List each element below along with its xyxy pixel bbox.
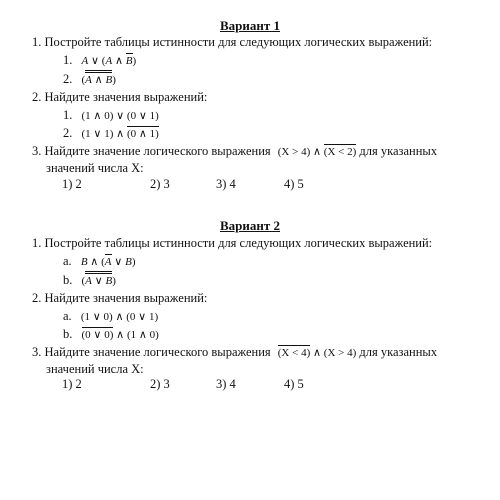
v2-task2-item1: [63, 309, 158, 324]
v2-task1: [32, 236, 432, 250]
v2-task1-item2-var-b: B: [105, 275, 113, 287]
v2-task2-item2: [63, 327, 159, 342]
v1-task3-number: 3.: [32, 144, 42, 158]
v1-task2-item1-marker: 1.: [63, 108, 73, 122]
v2-task2-item1-expr: (1 ∨ 0) ∧ (0 ∨ 1): [80, 311, 159, 323]
v2-task1-item1-var-b2: B: [125, 256, 132, 268]
v1-task2: [32, 90, 207, 104]
v2-task3-number: 3.: [32, 345, 42, 359]
v1-task1-item1-paren-close: ): [132, 55, 137, 67]
v2-answer-3: 3) 4: [216, 377, 236, 391]
v1-task1-item1-marker: 1.: [63, 53, 73, 67]
v2-task2-item1-marker: a.: [63, 309, 72, 323]
v2-task1-item2-marker: b.: [63, 273, 73, 287]
v1-task3-line2: значений числа X:: [46, 161, 144, 175]
v2-task2: [32, 291, 207, 305]
v2-task1-item2-paren-open: (: [81, 275, 86, 287]
v1-task2-item2-expr-left: (1 ∨ 1) ∧: [81, 128, 125, 140]
v1-task1-item1-op-or: ∨: [90, 55, 100, 67]
v2-task1-item2-var-a-negated: A: [85, 275, 92, 287]
v2-task1-item1-op-or: ∨: [114, 256, 123, 268]
v2-task3: [32, 345, 437, 360]
v2-answer-2: 2) 3: [150, 377, 170, 391]
v1-task3-text-before: Найдите значение логического выражения: [44, 144, 271, 158]
v1-task3-expr-left: (X > 4) ∧: [277, 146, 322, 158]
v2-task1-item2: [63, 273, 116, 288]
v1-task1-item1-paren-open: (: [101, 55, 106, 67]
v1-task2-item2-expr-right-negated: (0 ∧ 1): [126, 128, 159, 140]
v2-task1-item2-negated-group: [85, 274, 112, 288]
v2-task2-text: Найдите значения выражений:: [44, 291, 208, 305]
v1-task1-item1-var-b-negated: B: [125, 55, 133, 67]
v1-task1-item2-var-a-negated: A: [85, 74, 92, 86]
v1-task2-item2: [63, 126, 159, 141]
variant-2-title: Вариант 2: [219, 218, 281, 233]
v1-task1-number: 1.: [32, 35, 42, 49]
v2-task1-number: 1.: [32, 236, 42, 250]
v2-answer-1: 1) 2: [62, 377, 82, 391]
v1-answer-2: 2) 3: [150, 177, 170, 191]
v2-task1-item1-marker: a.: [63, 254, 72, 268]
v2-task1-item1: [63, 254, 135, 269]
v2-task3-line2: значений числа X:: [46, 362, 144, 376]
v1-task1-item2-negated-group: [85, 73, 112, 87]
v1-task2-item1: [63, 108, 159, 123]
v1-task1-item1-op-and: ∧: [114, 55, 124, 67]
v1-task1-text: Постройте таблицы истинности для следующих логических выражений:: [44, 35, 433, 49]
v1-task1-item1-var-a2: A: [105, 55, 113, 67]
v1-task2-number: 2.: [32, 90, 42, 104]
v2-task1-item1-op-and: ∧: [90, 256, 99, 268]
v1-task1-item2-marker: 2.: [63, 72, 73, 86]
v1-task1: [32, 35, 432, 49]
v2-task1-item2-paren-close: ): [112, 275, 116, 287]
v1-task1-item2-paren-close: ): [112, 74, 116, 86]
v2-task1-item1-var-a-negated: A: [104, 256, 112, 268]
v1-task1-item2-op-and: ∧: [94, 74, 103, 86]
v2-task3-expr-left-negated: (X < 4): [277, 347, 311, 359]
v2-task3-text-before: Найдите значение логического выражения: [44, 345, 271, 359]
v1-task1-item2: [63, 72, 116, 87]
v2-task3-expr-right: ∧ (X > 4): [313, 347, 357, 359]
v2-task1-item1-paren-open: (: [101, 256, 105, 268]
v2-task1-item1-var-b: B: [80, 256, 88, 268]
v1-task2-text: Найдите значения выражений:: [44, 90, 208, 104]
v2-task2-item2-marker: b.: [63, 327, 73, 341]
v1-task1-item2-var-b-negated: B: [105, 74, 113, 86]
v1-answer-4: 4) 5: [284, 177, 304, 191]
v1-task1-item1-var-a: A: [81, 55, 89, 67]
v1-task3: [32, 144, 437, 159]
v1-task2-item2-marker: 2.: [63, 126, 73, 140]
v2-task1-item2-op-or: ∨: [94, 275, 103, 287]
v2-task1-item1-paren-close: ): [131, 256, 136, 268]
v1-task1-item1: [63, 53, 136, 68]
v1-task2-item1-expr: (1 ∧ 0) ∨ (0 ∨ 1): [81, 110, 159, 122]
v2-task2-item2-expr-left-negated: (0 ∨ 0): [81, 329, 114, 341]
v2-answer-4: 4) 5: [284, 377, 304, 391]
variant-1-title: Вариант 1: [219, 18, 281, 33]
v1-answer-3: 3) 4: [216, 177, 236, 191]
v2-task1-text: Постройте таблицы истинности для следующих логических выражений:: [44, 236, 433, 250]
v1-task3-text-after: для указанных: [359, 144, 438, 158]
v2-task3-text-after: для указанных: [359, 345, 438, 359]
v1-answer-1: 1) 2: [62, 177, 82, 191]
v2-task2-number: 2.: [32, 291, 42, 305]
v1-task1-item2-paren-open: (: [81, 74, 86, 86]
v2-task2-item2-expr-right: ∧ (1 ∧ 0): [116, 329, 159, 341]
v1-task3-expr-right-negated: (X < 2): [323, 146, 357, 158]
